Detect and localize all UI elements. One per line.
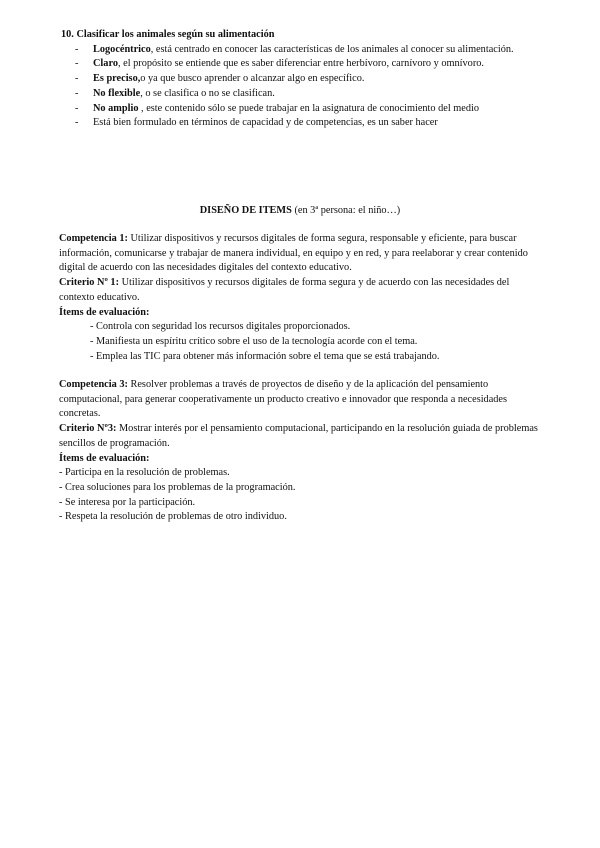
bullet-bold: No flexible [93, 87, 141, 99]
item-line: - Participa en la resolución de problemas. [59, 467, 230, 479]
item-line: - Crea soluciones para los problemas de la programación. [59, 481, 296, 493]
section-10-heading: 10. Clasificar los animales según su alimentación [61, 29, 275, 40]
bullet-item: - Es preciso,o ya que busco aprender o alcanzar algo en específico. [75, 73, 365, 85]
bullet-text: o ya que busco aprender o alcanzar algo en específico. [140, 73, 365, 85]
bullet-text: , está centrado en conocer las características de los animales al conocer su alimentación. [150, 43, 514, 55]
bullet-bold: Es preciso, [93, 73, 141, 85]
item-line: - Manifiesta un espíritu crítico sobre el uso de la tecnología acorde con el tema. [90, 335, 418, 347]
items-label-text: Ítems de evaluación: [59, 452, 150, 464]
competencia-label: Competencia 3: [59, 379, 128, 390]
item-line: - Emplea las TIC para obtener más información sobre el tema que se está trabajando. [90, 350, 440, 362]
competencia-3 [59, 378, 543, 525]
items-label-text: Ítems de evaluación: [59, 306, 150, 318]
bullet-text: , o se clasifica o no se clasifican. [140, 87, 275, 99]
criterio-label: Criterio Nº3: [59, 423, 117, 435]
items-label [59, 452, 543, 467]
title-bold: DISEÑO DE ITEMS [199, 205, 292, 216]
bullet-item: - No flexible, o se clasifica o no se clasifican. [75, 87, 275, 99]
criterio-label: Criterio Nº 1: [59, 277, 120, 289]
section-10 [61, 28, 531, 131]
bullet-text: Está bien formulado en términos de capacidad y de competencias, es un saber hacer [93, 117, 438, 129]
bullet-text: , el propósito se entiende que es saber diferenciar entre herbívoro, carnívoro y omnívoro. [117, 58, 484, 70]
item-line: - Controla con seguridad los recursos digitales proporcionados. [90, 321, 351, 333]
competencia-1-paragraph [59, 232, 543, 276]
competencia-text: Resolver problemas a través de proyectos de diseño y de la aplicación del pensamiento computacional, para generar cooperativamente un producto creativo e innovador que responda a necesidades concretas. [59, 379, 508, 420]
bullet-item: - Logocéntrico, está centrado en conocer las características de los animales al conocer su alimentación. [75, 43, 514, 55]
criterio-text: Mostrar interés por el pensamiento computacional, participando en la resolución guiada de problemas sencillos de programación. [59, 423, 538, 449]
competencia-3-paragraph [59, 378, 543, 422]
criterio-text: Utilizar dispositivos y recursos digitales de forma segura y de acuerdo con las necesidades del contexto educativo. [59, 277, 510, 303]
bullet-text: , este contenido sólo se puede trabajar en la asignatura de conocimiento del medio [138, 102, 480, 114]
item-line: - Respeta la resolución de problemas de otro individuo. [59, 511, 287, 523]
competencia-label: Competencia 1: [59, 233, 128, 244]
items-label [59, 306, 543, 321]
item-line: - Se interesa por la participación. [59, 496, 196, 508]
criterio-3-paragraph [59, 422, 543, 451]
bullet-bold: Claro [93, 58, 118, 70]
bullet-item: - Claro, el propósito se entiende que es saber diferenciar entre herbívoro, carnívoro y omnívoro. [75, 58, 484, 70]
competencia-text: Utilizar dispositivos y recursos digitales de forma segura, responsable y eficiente, para buscar información, comunicarse y trabajar de manera individual, en equipo y en red, y para reelaborar y crear contenido digital de acuerdo con las necesidades digitales del contexto educativo. [59, 233, 528, 274]
competencia-1 [59, 232, 543, 364]
page-title [0, 204, 600, 219]
bullet-item: - No amplio , este contenido sólo se puede trabajar en la asignatura de conocimiento del medio [75, 102, 480, 114]
bullet-bold: No amplio [93, 102, 139, 114]
criterio-1-paragraph [59, 276, 543, 305]
bullet-item: - Está bien formulado en términos de capacidad y de competencias, es un saber hacer [75, 117, 438, 129]
bullet-bold: Logocéntrico [93, 43, 151, 55]
title-rest: (en 3ª persona: el niño…) [291, 205, 401, 216]
